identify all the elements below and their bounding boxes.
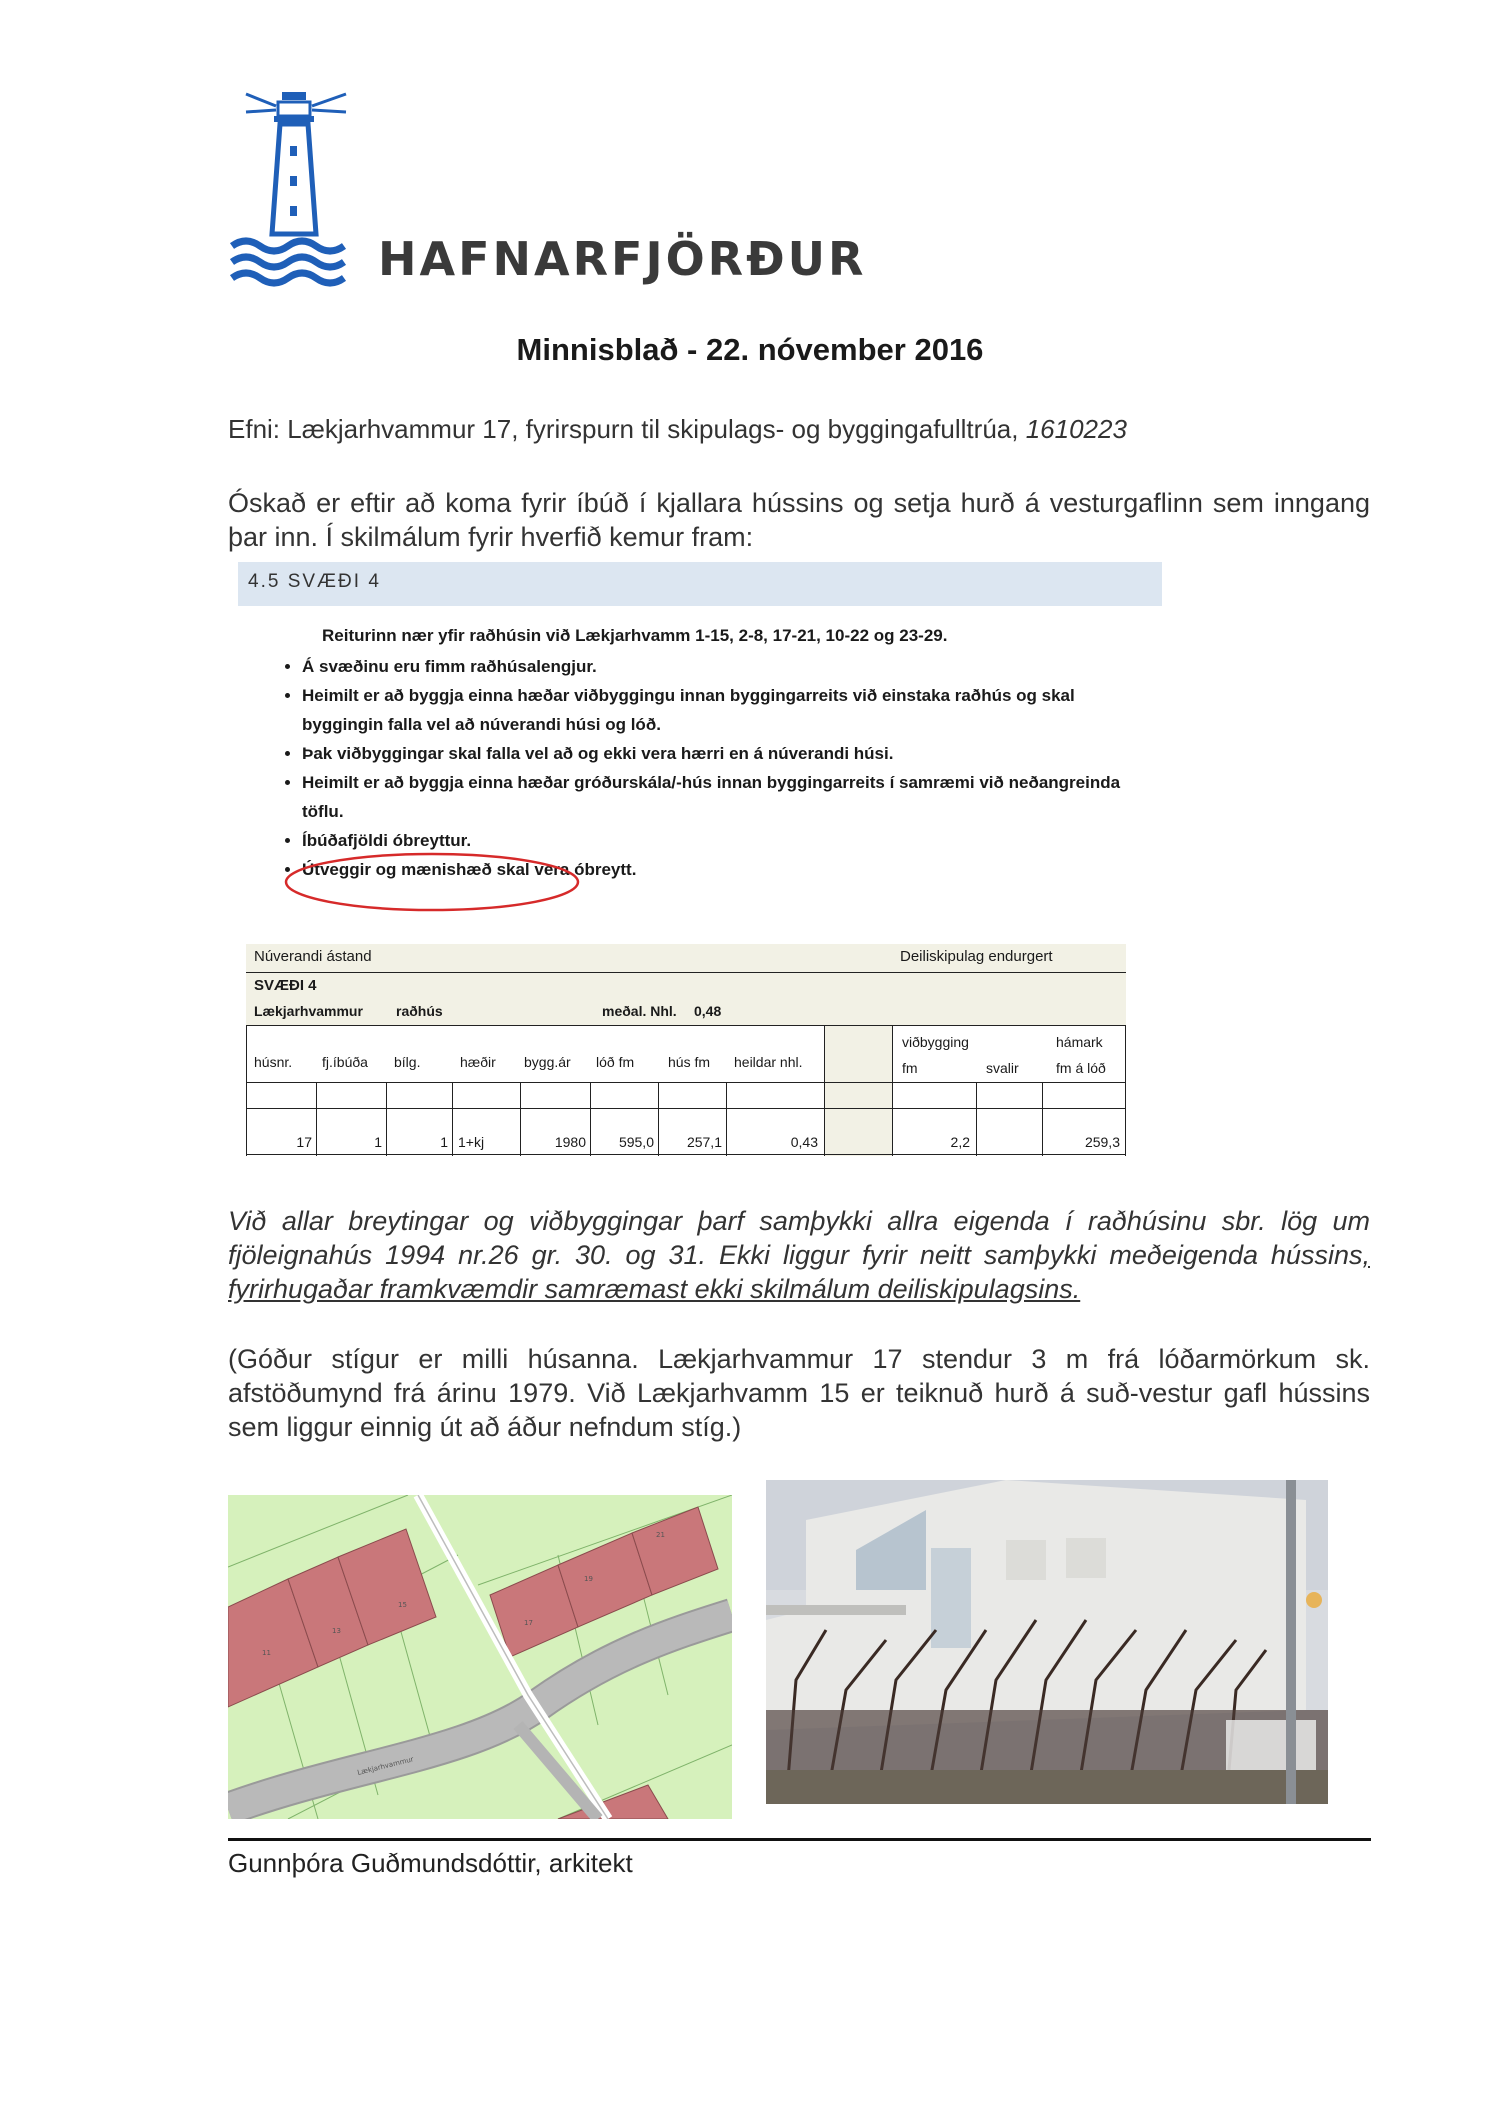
table-cell: 17 bbox=[296, 1134, 312, 1150]
max-header-top: hámark bbox=[1056, 1034, 1103, 1050]
lighthouse-icon bbox=[246, 92, 346, 234]
regulation-excerpt bbox=[238, 562, 1162, 1162]
intro-paragraph: Óskað er eftir að koma fyrir íbúð í kjallara hússins og setja hurð á vesturgaflinn sem inngang þar inn. Í skilmálum fyrir hverfið kemur fram: bbox=[228, 488, 1370, 552]
list-item: • Heimilt er að byggja einna hæðar gróðurskála/-hús innan byggingarreits í samræmi við neðangreinda töflu. bbox=[302, 768, 1142, 826]
map-lot-label: 19 bbox=[584, 1575, 593, 1583]
avg-label: meðal. Nhl. bbox=[602, 1003, 677, 1019]
current-state-label: Núverandi ástand bbox=[254, 948, 372, 965]
col-header: húsnr. bbox=[254, 1054, 293, 1070]
map-lot-label: 11 bbox=[262, 1649, 271, 1657]
table-cell: 0,43 bbox=[790, 1134, 818, 1150]
list-item: • Íbúðafjöldi óbreyttur. bbox=[302, 826, 1142, 855]
site-map bbox=[228, 1495, 732, 1819]
type-label: raðhús bbox=[396, 1003, 443, 1019]
col-header: hæðir bbox=[460, 1054, 496, 1070]
table-cell: 1 bbox=[440, 1134, 448, 1150]
conclusion-paragraph bbox=[228, 1204, 1370, 1306]
col-header: bygg.ár bbox=[524, 1054, 571, 1070]
col-header: fj.íbúða bbox=[322, 1054, 368, 1070]
table-band-2 bbox=[246, 973, 1126, 999]
list-item: • Á svæðinu eru fimm raðhúsalengjur. bbox=[302, 652, 1142, 681]
map-lot-label: 13 bbox=[332, 1627, 341, 1635]
table-cell: 595,0 bbox=[618, 1134, 654, 1150]
table-band-3 bbox=[246, 999, 1126, 1025]
page-title: Minnisblað - 22. nóvember 2016 bbox=[516, 332, 984, 367]
note-paragraph: (Góður stígur er milli húsanna. Lækjarhvammur 17 stendur 3 m frá lóðarmörkum sk. afstöðumynd frá árinu 1979. Við Lækjarhvamm 15 er teiknuð hurð á suð-vestur gafl hússins sem liggur einnig út að áður nefndum stíg.) bbox=[228, 1344, 1370, 1442]
balcony-header: svalir bbox=[986, 1060, 1019, 1076]
list-item: • Heimilt er að byggja einna hæðar viðbyggingu innan byggingarreits við einstaka raðhús og skal byggingin falla vel að núverandi húsi og lóð. bbox=[302, 681, 1142, 739]
col-header: lóð fm bbox=[596, 1054, 635, 1070]
signature: Gunnþóra Guðmundsdóttir, arkitekt bbox=[228, 1848, 633, 1878]
col-header: bílg. bbox=[394, 1054, 421, 1070]
table-cell: 1 bbox=[374, 1134, 382, 1150]
waves-icon bbox=[232, 241, 344, 283]
table-cell: 2,2 bbox=[950, 1134, 970, 1150]
map-street-label: Lækjarhvammur bbox=[356, 1755, 415, 1777]
extension-header: viðbygging bbox=[902, 1034, 969, 1050]
map-lot-label: 15 bbox=[398, 1601, 407, 1609]
table-cell: 259,3 bbox=[1084, 1134, 1120, 1150]
table-cell: 1980 bbox=[554, 1134, 586, 1150]
map-lot-label: 21 bbox=[656, 1531, 665, 1539]
signature-rule bbox=[228, 1838, 1371, 1841]
zone-label: SVÆÐI 4 bbox=[254, 977, 317, 994]
list-item: • Útveggir og mænishæð skal vera óbreytt. bbox=[302, 855, 1142, 884]
regulation-lead: Reiturinn nær yfir raðhúsin við Lækjarhvamm 1-15, 2-8, 17-21, 10-22 og 23-29. bbox=[322, 626, 948, 645]
list-item: • Þak viðbyggingar skal falla vel að og ekki vera hærri en á núverandi húsi. bbox=[302, 739, 1142, 768]
col-header: heildar nhl. bbox=[734, 1054, 803, 1070]
case-number: 1610223 bbox=[1025, 414, 1127, 444]
subject-text: Efni: Lækjarhvammur 17, fyrirspurn til skipulags- og byggingafulltrúa, bbox=[228, 414, 1026, 444]
street-label: Lækjarhvammur bbox=[254, 1003, 363, 1019]
table-cell: 1+kj bbox=[458, 1134, 485, 1150]
house-photo bbox=[766, 1480, 1328, 1804]
col-header: hús fm bbox=[668, 1054, 711, 1070]
conclusion-underlined: , fyrirhugaðar framkvæmdir samræmast ekki skilmálum deiliskipulagsins. bbox=[228, 1240, 1370, 1304]
subject-line bbox=[228, 414, 1127, 445]
logo-wordmark: HAFNARFJÖRÐUR bbox=[378, 232, 867, 286]
extension-fm-header: fm bbox=[902, 1060, 918, 1076]
plan-label: Deiliskipulag endurgert bbox=[900, 948, 1053, 965]
table-cell: 257,1 bbox=[686, 1134, 722, 1150]
table-band-1 bbox=[246, 944, 1126, 972]
avg-value: 0,48 bbox=[694, 1003, 722, 1019]
map-lot-label: 17 bbox=[524, 1619, 533, 1627]
conclusion-text: Við allar breytingar og viðbyggingar þarf samþykki allra eigenda í raðhúsinu sbr. lög um fjöleignahús 1994 nr.26 gr. 30. og 31. Ekki liggur fyrir neitt samþykki meðeigenda hússins bbox=[228, 1206, 1370, 1270]
highlight-circle bbox=[282, 850, 582, 914]
section-heading-text: 4.5 SVÆÐI 4 bbox=[248, 571, 381, 592]
section-heading bbox=[238, 562, 1162, 606]
max-header-bottom: fm á lóð bbox=[1056, 1060, 1106, 1076]
